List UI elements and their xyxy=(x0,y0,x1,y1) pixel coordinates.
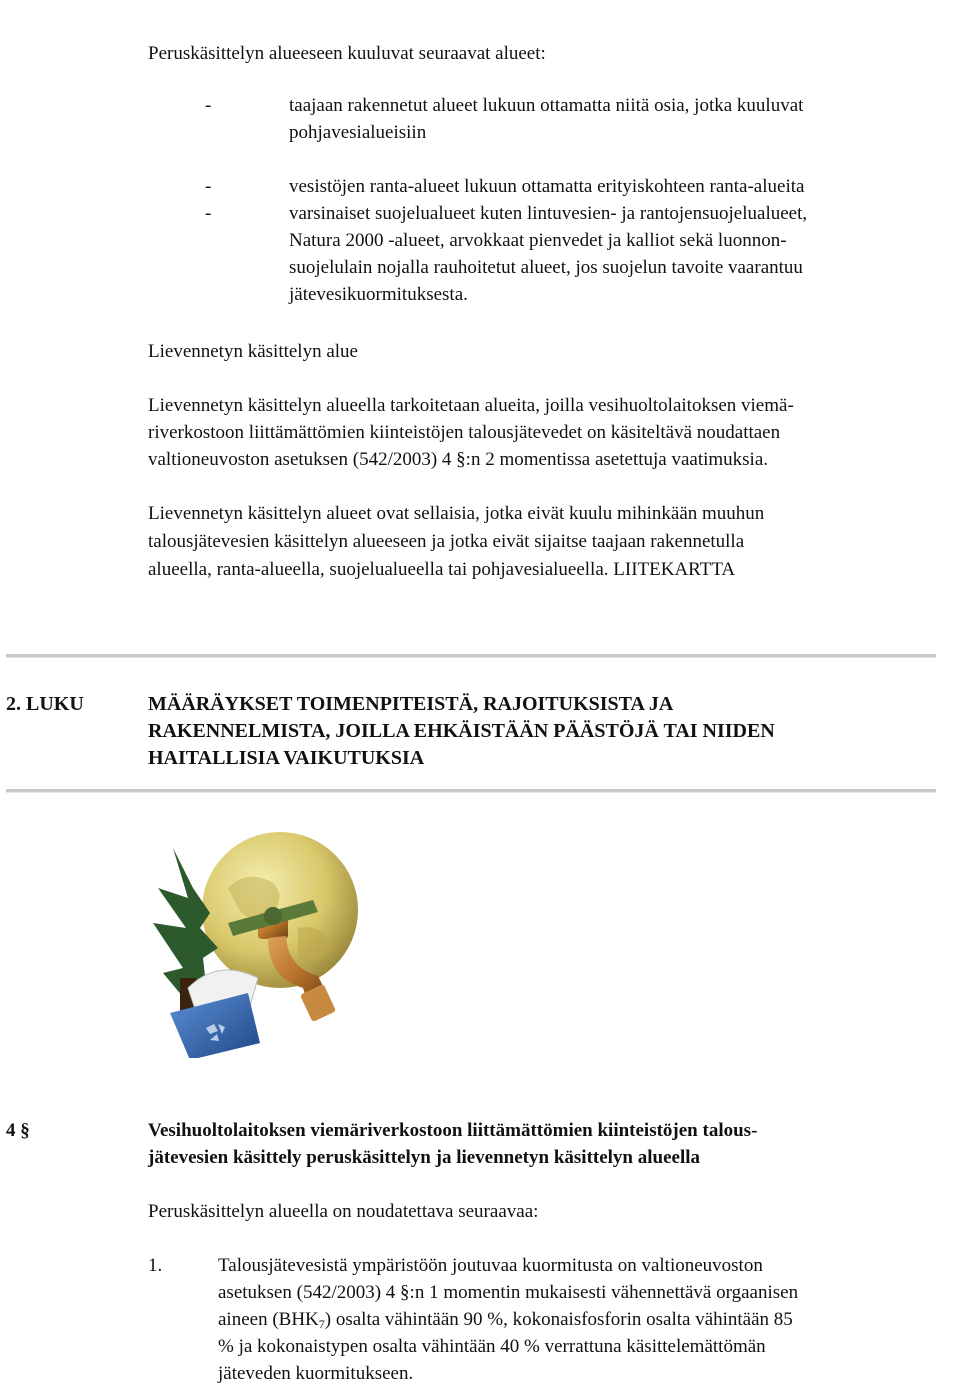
bullet-dash: - xyxy=(205,95,212,116)
chapter-title-line: RAKENNELMISTA, JOILLA EHKÄISTÄÄN PÄÄSTÖJÄ TAI NIIDEN xyxy=(148,720,775,742)
bullet-text: suojelulain nojalla rauhoitetut alueet, jos suojelun tavoite vaarantuu xyxy=(289,257,803,278)
environment-illustration-icon xyxy=(148,828,373,1058)
intro-heading: Peruskäsittelyn alueeseen kuuluvat seuraavat alueet: xyxy=(148,43,546,64)
chapter-number: 2. LUKU xyxy=(6,693,84,715)
section-title-line: jätevesien käsittely peruskäsittelyn ja lievennetyn käsittelyn alueella xyxy=(148,1147,701,1168)
paragraph-line: talousjätevesien käsittelyn alueeseen ja jotka eivät sijaitse taajaan rakennetulla xyxy=(148,531,745,552)
section-heading: Lievennetyn käsittelyn alue xyxy=(148,341,358,362)
bullet-text: pohjavesialueisiin xyxy=(289,122,427,143)
item-subscript: 7 xyxy=(318,1317,325,1331)
section-lead: Peruskäsittelyn alueella on noudatettava seuraavaa: xyxy=(148,1201,539,1222)
bullet-text: vesistöjen ranta-alueet lukuun ottamatta erityiskohteen ranta-alueita xyxy=(289,176,805,197)
item-text: aineen (BHK xyxy=(218,1309,319,1330)
item-number: 1. xyxy=(148,1255,163,1276)
section-title-line: Vesihuoltolaitoksen viemäriverkostoon liittämättömien kiinteistöjen talous- xyxy=(148,1120,758,1141)
bullet-text: taajaan rakennetut alueet lukuun ottamatta niitä osia, jotka kuuluvat xyxy=(289,95,804,116)
bullet-dash: - xyxy=(205,203,212,224)
chapter-title-line: MÄÄRÄYKSET TOIMENPITEISTÄ, RAJOITUKSISTA JA xyxy=(148,693,674,715)
bullet-text: Natura 2000 -alueet, arvokkaat pienvedet ja kalliot sekä luonnon- xyxy=(289,230,787,251)
bullet-text: jätevesikuormituksesta. xyxy=(289,284,468,305)
chapter-title-line: HAITALLISIA VAIKUTUKSIA xyxy=(148,747,425,769)
item-line: % ja kokonaistypen osalta vähintään 40 % verrattuna käsittelemättömän xyxy=(218,1336,766,1357)
paragraph-line: Lievennetyn käsittelyn alueella tarkoitetaan alueita, joilla vesihuoltolaitoksen viemä- xyxy=(148,395,794,416)
item-text: ) osalta vähintään 90 %, kokonaisfosforin osalta vähintään 85 xyxy=(324,1309,793,1330)
item-line: jäteveden kuormitukseen. xyxy=(218,1363,414,1384)
item-line: asetuksen (542/2003) 4 §:n 1 momentin mukaisesti vähennettävä orgaanisen xyxy=(218,1282,799,1303)
paragraph-line: Lievennetyn käsittelyn alueet ovat sellaisia, jotka eivät kuulu mihinkään muuhun xyxy=(148,503,765,524)
section-number: 4 § xyxy=(6,1120,30,1141)
paragraph-line: riverkostoon liittämättömien kiinteistöjen talousjätevedet on käsiteltävä noudattaen xyxy=(148,422,781,443)
item-line: Talousjätevesistä ympäristöön joutuvaa kuormitusta on valtioneuvoston xyxy=(218,1255,763,1276)
item-line-with-subscript xyxy=(218,1306,793,1333)
paragraph-line: valtioneuvoston asetuksen (542/2003) 4 §:n 2 momentissa asetettuja vaatimuksia. xyxy=(148,449,769,470)
paragraph-line: alueella, ranta-alueella, suojelualueella tai pohjavesialueella. LIITEKARTTA xyxy=(148,559,736,580)
divider-bottom xyxy=(6,789,936,793)
divider-top xyxy=(6,654,936,658)
bullet-text: varsinaiset suojelualueet kuten lintuvesien- ja rantojensuojelualueet, xyxy=(289,203,808,224)
bullet-dash: - xyxy=(205,176,212,197)
